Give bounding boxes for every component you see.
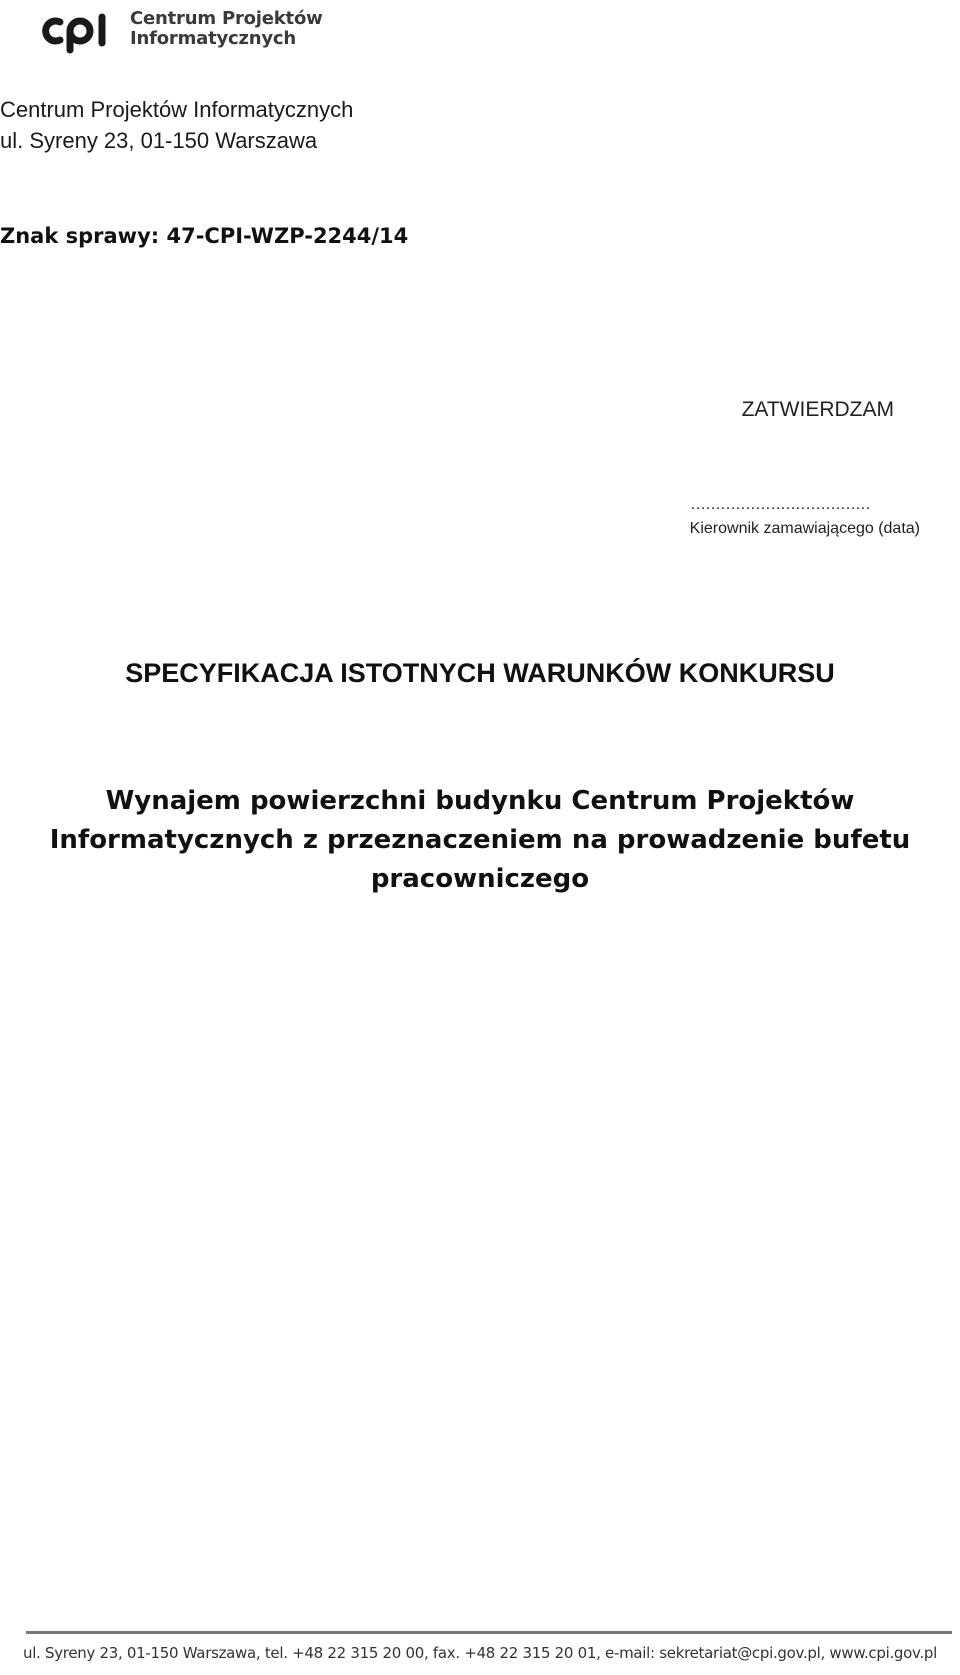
case-number: Znak sprawy: 47-CPI-WZP-2244/14 [0,224,409,248]
subject-line-2: Informatycznych z przeznaczeniem na prowadzenie bufetu [49,825,911,855]
document-subject [0,782,960,899]
address-line-1: Centrum Projektów Informatycznych [0,97,354,122]
subject-line-3: pracowniczego [370,864,590,894]
signature-line: ……………………………… [690,496,870,513]
approval-heading: ZATWIERDZAM [741,398,894,421]
subject-line-1: Wynajem powierzchni budynku Centrum Projektów [105,786,855,816]
logo-line-1: Centrum Projektów [130,8,323,29]
footer-contact: ul. Syreny 23, 01-150 Warszawa, tel. +48 22 315 20 00, fax. +48 22 315 20 01, e-mail: sekretariat@cpi.gov.pl, www.cpi.gov.pl [22,1644,938,1662]
sender-address [0,94,353,156]
logo-wordmark [130,9,323,49]
footer-divider [26,1631,952,1634]
document-title: SPECYFIKACJA ISTOTNYCH WARUNKÓW KONKURSU [125,658,835,688]
logo-line-2: Informatycznych [130,28,297,49]
address-line-2: ul. Syreny 23, 01-150 Warszawa [0,128,318,153]
signature-caption: Kierownik zamawiającego (data) [689,520,920,537]
cpi-logo-mark [36,6,126,56]
cpi-logo [36,6,323,56]
